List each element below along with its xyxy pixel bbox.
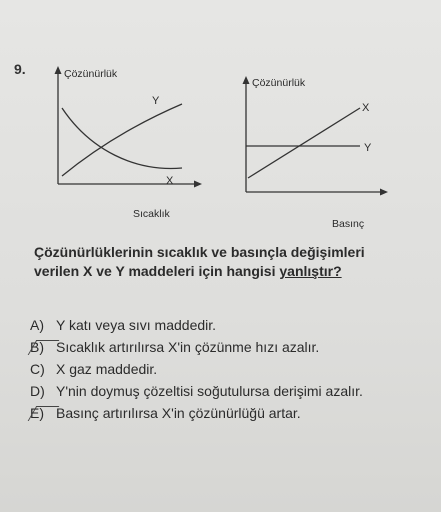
- option-c[interactable]: [30, 358, 435, 380]
- graph1-curve-y: [62, 104, 182, 176]
- graph2-line-x: [248, 108, 360, 178]
- answer-options: [30, 314, 435, 424]
- graph2-xlabel: Basınç: [332, 218, 365, 230]
- question-stem-line2: [34, 262, 434, 281]
- option-c-text: X gaz maddedir.: [56, 361, 158, 377]
- graph2-y-arrow: [243, 76, 250, 84]
- question-stem-line1: Çözünürlüklerinin sıcaklık ve basınçla değişimleri: [34, 244, 365, 260]
- option-d-text: Y'nin doymuş çözeltisi soğutulursa derişimi azalır.: [56, 383, 363, 399]
- option-b-text: Sıcaklık artırılırsa X'in çözünme hızı azalır.: [56, 339, 320, 355]
- question-stem: [34, 243, 434, 281]
- option-d-letter: D): [30, 383, 45, 399]
- graph1-curve-x: [62, 108, 182, 168]
- graph2-x-arrow: [380, 189, 388, 196]
- option-a-letter: A): [30, 317, 44, 333]
- option-e[interactable]: [30, 402, 435, 424]
- graph1-y-arrow: [55, 66, 62, 74]
- graph-solubility-pressure: [232, 70, 402, 230]
- option-e-letter: E): [30, 405, 44, 421]
- graph-solubility-temperature: [40, 60, 210, 220]
- graph1-x-arrow: [194, 181, 202, 188]
- option-a[interactable]: [30, 314, 435, 336]
- graph2-label-y: Y: [364, 142, 372, 154]
- graph1-label-y: Y: [152, 95, 160, 107]
- graph1-ylabel: Çözünürlük: [64, 68, 118, 80]
- option-e-text: Basınç artırılırsa X'in çözünürlüğü artar.: [56, 405, 301, 421]
- option-c-letter: C): [30, 361, 45, 377]
- graph2-ylabel: Çözünürlük: [252, 77, 306, 89]
- graph1-xlabel: Sıcaklık: [133, 208, 170, 220]
- graph1-label-x: X: [166, 175, 174, 187]
- option-d[interactable]: [30, 380, 435, 402]
- question-stem-emphasis: yanlıştır?: [279, 263, 342, 279]
- graph2-label-x: X: [362, 102, 370, 114]
- option-b-letter: B): [30, 339, 44, 355]
- option-a-text: Y katı veya sıvı maddedir.: [56, 317, 217, 333]
- option-b[interactable]: [30, 336, 435, 358]
- question-stem-line2-prefix: verilen X ve Y maddeleri için hangisi: [34, 263, 280, 279]
- question-number: 9.: [14, 61, 26, 77]
